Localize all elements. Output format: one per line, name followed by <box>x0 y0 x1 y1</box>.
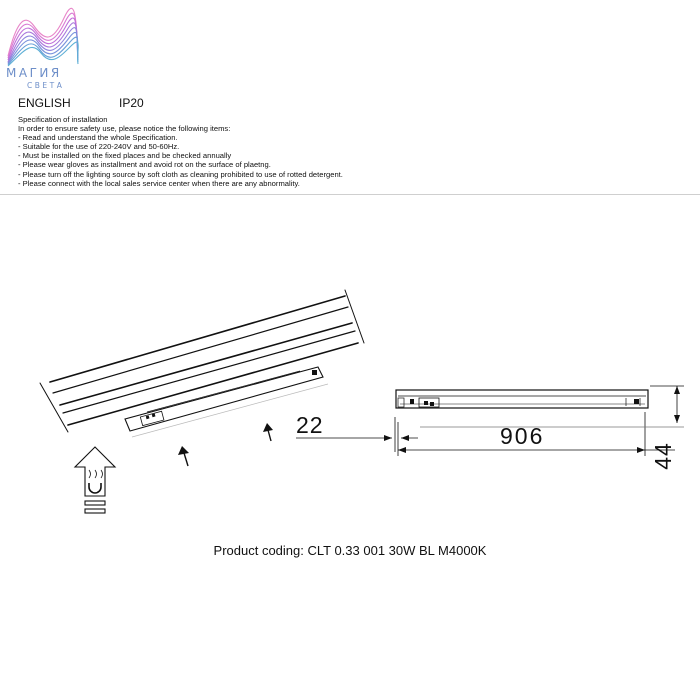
spec-item: - Please connect with the local sales service center when there are any abnormality. <box>18 178 300 188</box>
brand-subtitle: СВЕТА <box>27 81 65 90</box>
brand-name: МАГИЯ <box>6 66 62 80</box>
spec-item: - Please wear gloves as installment and avoid rot on the surface of plaetng. <box>18 160 271 170</box>
ip-rating: IP20 <box>119 96 144 110</box>
dimension-gap-label: 22 <box>296 412 324 438</box>
language-label: ENGLISH <box>18 96 71 110</box>
spec-intro: In order to ensure safety use, please notice the following items: <box>18 124 231 134</box>
dimension-height-label: 44 <box>650 442 676 470</box>
dimension-length-label: 906 <box>500 423 545 449</box>
spec-item: - Suitable for the use of 220-240V and 50-60Hz. <box>18 142 180 152</box>
dimension-lines <box>296 386 684 456</box>
push-up-icon <box>75 447 115 513</box>
luminaire-side-view <box>396 390 648 408</box>
spec-title: Specification of installation <box>18 115 108 124</box>
spec-item: - Please turn off the lighting source by soft cloth as cleaning prohibited to use of rotted detergent. <box>18 169 343 179</box>
product-coding: Product coding: CLT 0.33 001 30W BL M4000K <box>213 543 487 558</box>
spec-item: - Read and understand the whole Specification. <box>18 133 178 143</box>
spec-item: - Must be installed on the fixed places and be checked annually <box>18 151 232 161</box>
insertion-arrows <box>178 423 273 466</box>
